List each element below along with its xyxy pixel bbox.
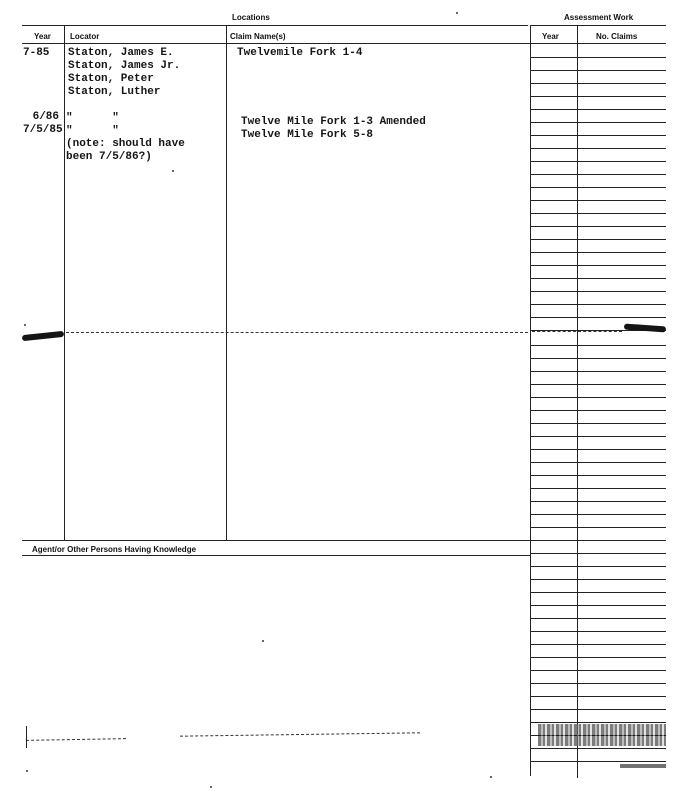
entry-claims: Twelvemile Fork 1-4 [237, 47, 363, 59]
entry-year: 6/86 7/5/85 [23, 111, 63, 136]
scan-mark-left [22, 331, 64, 341]
entry-locators: Staton, James E. Staton, James Jr. Staton, Peter Staton, Luther [68, 47, 181, 98]
speck [210, 786, 212, 788]
scan-noise-strip [620, 764, 666, 768]
assessment-year-claims-divider [577, 26, 578, 778]
scan-dashed-line-bottom [26, 738, 126, 741]
speck [262, 640, 264, 642]
speck [456, 12, 458, 14]
assessment-work-header: Assessment Work [564, 13, 634, 22]
speck [172, 170, 174, 172]
top-rule-right [530, 25, 666, 26]
scan-dashed-line-right [532, 331, 622, 332]
speck [26, 770, 28, 772]
entry-year: 7-85 [23, 47, 50, 59]
scan-noise-block [538, 724, 666, 746]
entry-locators: " " " " (note: should have been 7/5/86?) [66, 112, 185, 163]
entries-bottom-rule [22, 540, 530, 541]
speck [24, 324, 26, 326]
locator-claims-divider [226, 26, 227, 540]
agent-section-header: Agent/or Other Persons Having Knowledge [32, 545, 197, 554]
speck [490, 776, 492, 778]
scan-mark-bottom-left [26, 726, 27, 748]
claims-assessment-divider [530, 26, 531, 776]
assessment-claims-column-header: No. Claims [596, 32, 638, 41]
entry-claims: Twelve Mile Fork 1-3 Amended Twelve Mile Fork 5-8 [241, 116, 426, 141]
year-column-header: Year [34, 32, 51, 41]
header-bottom-rule [22, 43, 666, 44]
scan-mark-right [624, 324, 666, 333]
top-rule-left [22, 25, 528, 26]
scan-dashed-line [66, 332, 528, 333]
year-locator-divider [64, 26, 65, 540]
locations-header: Locations [232, 13, 270, 22]
locator-column-header: Locator [70, 32, 100, 41]
scan-dashed-line-bottom-2 [180, 732, 420, 736]
assessment-year-column-header: Year [542, 32, 559, 41]
claim-names-column-header: Claim Name(s) [230, 32, 286, 41]
agent-header-rule [22, 555, 530, 556]
